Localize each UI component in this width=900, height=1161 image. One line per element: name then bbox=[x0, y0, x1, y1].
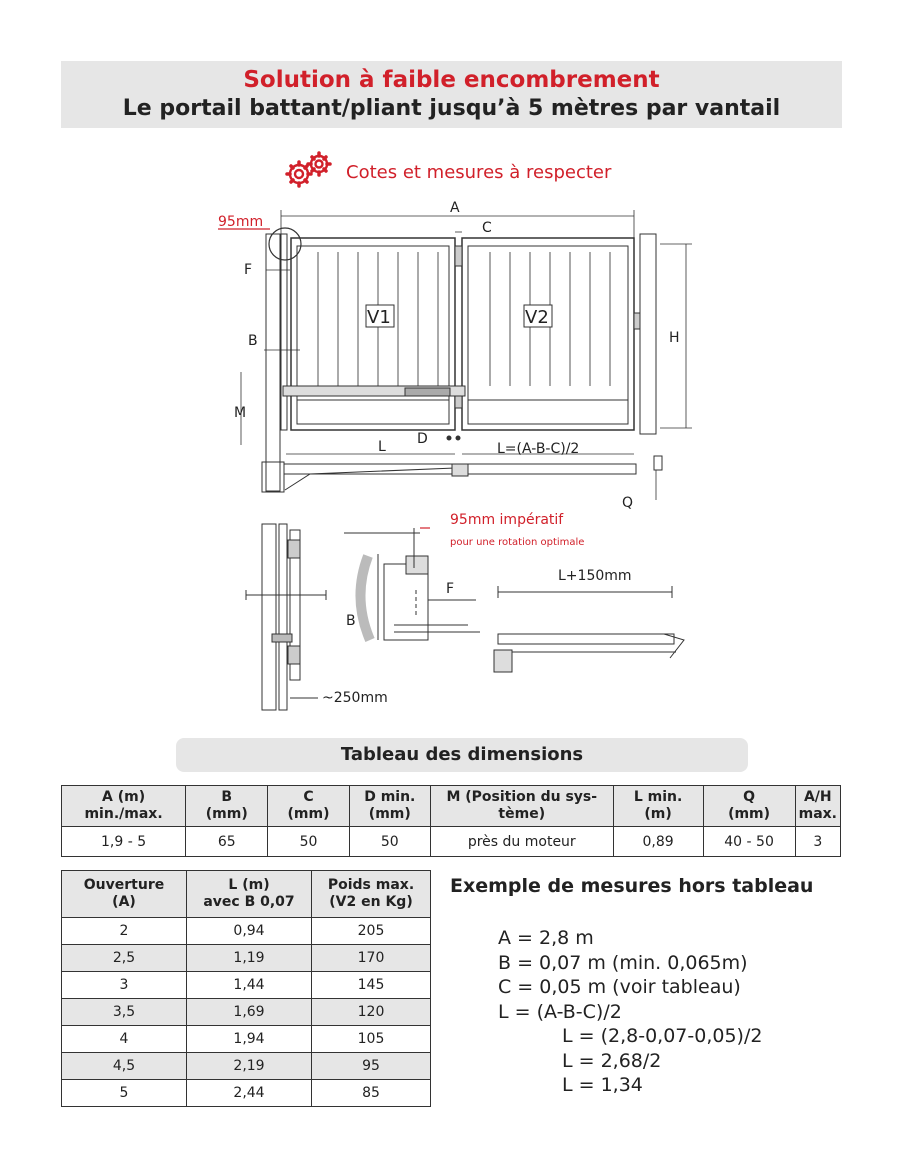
example-line: L = (A-B-C)/2 bbox=[498, 1000, 622, 1023]
label-95mm: 95mm bbox=[218, 214, 264, 230]
label-h: H bbox=[669, 330, 680, 346]
label-l: L bbox=[378, 439, 386, 455]
label-rotation: pour une rotation optimale bbox=[450, 537, 585, 548]
table-cell: près du moteur bbox=[430, 827, 613, 857]
ouv-header-ouverture: Ouverture (A) bbox=[62, 871, 187, 918]
ouv-header-poids: Poids max. (V2 en Kg) bbox=[312, 871, 431, 918]
table-row: 2 0,94 205 bbox=[62, 918, 431, 945]
dimensions-table-title: Tableau des dimensions bbox=[176, 738, 748, 772]
dims-header-q: Q (mm) bbox=[703, 786, 795, 827]
page-header bbox=[61, 61, 842, 128]
label-l150: L+150mm bbox=[558, 568, 632, 584]
page-title: Solution à faible encombrement bbox=[243, 67, 660, 93]
label-95mm-imperatif: 95mm impératif bbox=[450, 512, 564, 528]
cotes-heading bbox=[282, 152, 611, 192]
page-subtitle: Le portail battant/pliant jusqu’à 5 mètres par vantail bbox=[122, 96, 781, 121]
table-cell: 50 bbox=[349, 827, 430, 857]
label-q: Q bbox=[622, 495, 634, 511]
example-title: Exemple de mesures hors tableau bbox=[450, 875, 814, 897]
table-row: 5 2,44 85 bbox=[62, 1080, 431, 1107]
label-b2: B bbox=[346, 613, 356, 629]
ouv-header-l: L (m) avec B 0,07 bbox=[187, 871, 312, 918]
example-line: L = (2,8-0,07-0,05)/2 bbox=[562, 1025, 763, 1047]
dims-header-a: A (m) min./max. bbox=[62, 786, 186, 827]
table-cell: 50 bbox=[268, 827, 349, 857]
label-v1: V1 bbox=[367, 307, 391, 328]
example-line: C = 0,05 m (voir tableau) bbox=[498, 976, 741, 998]
dims-header-m: M (Position du sys- tème) bbox=[430, 786, 613, 827]
dims-header-l: L min. (m) bbox=[613, 786, 703, 827]
example-calculation bbox=[498, 926, 762, 1098]
table-cell: 0,89 bbox=[613, 827, 703, 857]
label-b: B bbox=[248, 333, 258, 349]
label-250mm: ~250mm bbox=[322, 690, 388, 706]
label-f: F bbox=[244, 262, 253, 278]
dims-header-c: C (mm) bbox=[268, 786, 349, 827]
label-v2: V2 bbox=[525, 307, 549, 328]
dims-header-ah: A/H max. bbox=[795, 786, 840, 827]
dimensions-table bbox=[61, 785, 841, 857]
example-line: L = 1,34 bbox=[562, 1074, 643, 1096]
table-cell: 1,9 - 5 bbox=[62, 827, 186, 857]
dims-header-b: B (mm) bbox=[186, 786, 268, 827]
opening-table bbox=[61, 870, 431, 1107]
table-row: 3 1,44 145 bbox=[62, 972, 431, 999]
label-a: A bbox=[450, 200, 460, 216]
table-row: 2,5 1,19 170 bbox=[62, 945, 431, 972]
label-l-formula: L=(A-B-C)/2 bbox=[497, 441, 580, 457]
label-f2: F bbox=[446, 581, 455, 597]
table-cell: 65 bbox=[186, 827, 268, 857]
gate-dimension-diagram bbox=[0, 190, 900, 730]
label-c: C bbox=[482, 220, 492, 236]
table-cell: 40 - 50 bbox=[703, 827, 795, 857]
table-row: 4 1,94 105 bbox=[62, 1026, 431, 1053]
label-d: D bbox=[417, 431, 428, 447]
cotes-label: Cotes et mesures à respecter bbox=[346, 161, 612, 183]
gears-icon bbox=[282, 150, 338, 194]
table-cell: 3 bbox=[795, 827, 840, 857]
table-row bbox=[62, 827, 841, 857]
label-m: M bbox=[234, 405, 247, 421]
example-line: A = 2,8 m bbox=[498, 927, 594, 949]
dims-header-d: D min. (mm) bbox=[349, 786, 430, 827]
example-line: B = 0,07 m (min. 0,065m) bbox=[498, 951, 748, 974]
table-row: 4,5 2,19 95 bbox=[62, 1053, 431, 1080]
table-row: 3,5 1,69 120 bbox=[62, 999, 431, 1026]
example-line: L = 2,68/2 bbox=[562, 1049, 662, 1072]
